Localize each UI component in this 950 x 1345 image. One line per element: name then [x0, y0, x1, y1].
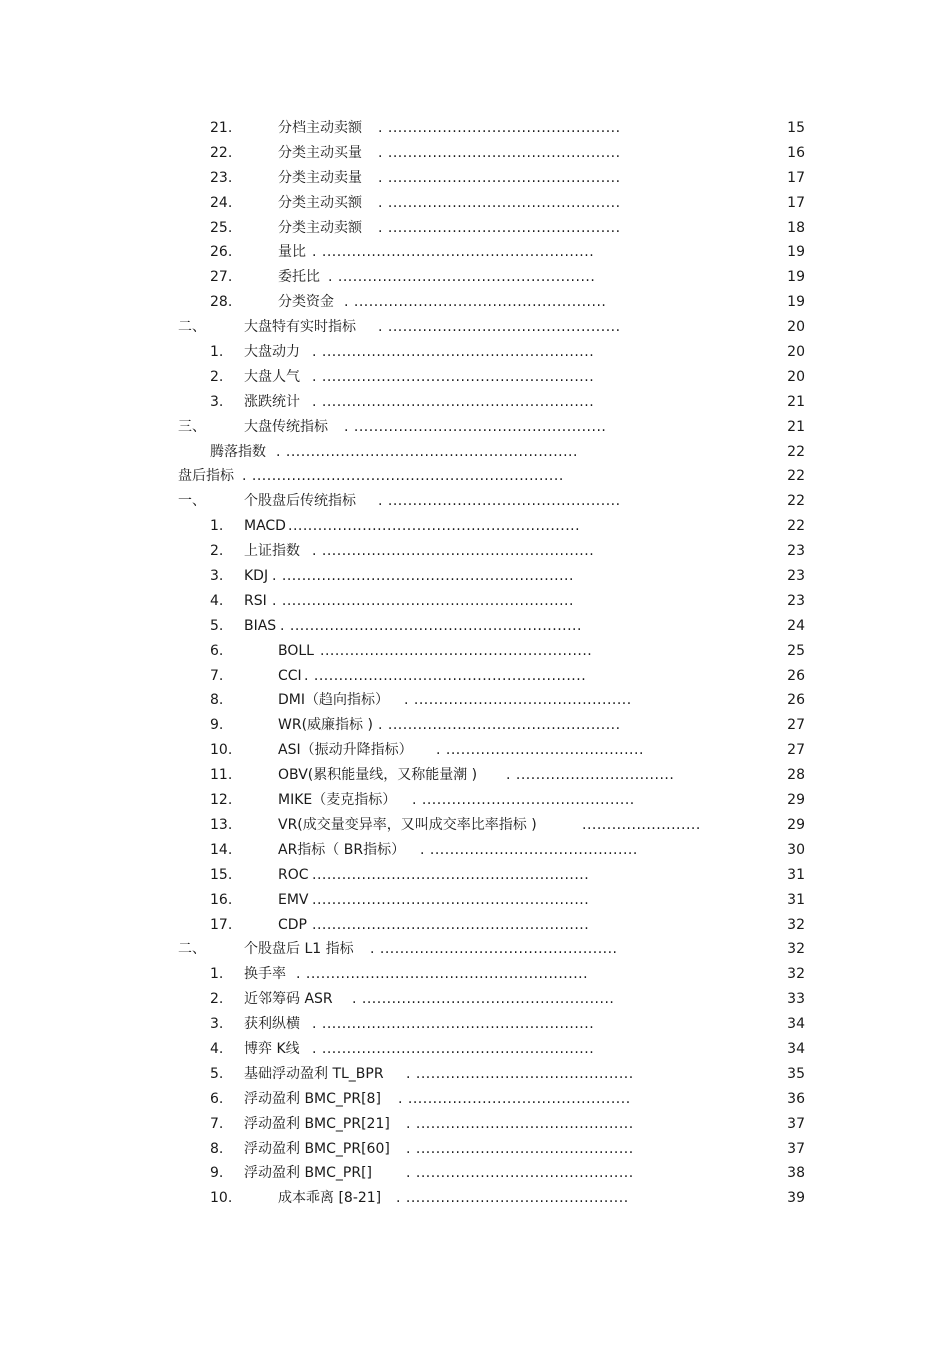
table-of-contents — [0, 116, 950, 1211]
toc-entry-page-number: 31 — [787, 866, 805, 883]
toc-entry-leader-dots: ........................ — [582, 816, 701, 833]
toc-entry-title: 个股盘后 L1 指标 — [244, 941, 354, 958]
toc-entry-leader-dots: . ........................................................... — [276, 443, 578, 460]
toc-entry[interactable] — [0, 116, 950, 141]
toc-entry-number: 17. — [210, 916, 233, 933]
toc-entry[interactable] — [0, 191, 950, 216]
toc-entry-page-number: 19 — [787, 294, 805, 311]
toc-entry-page-number: 26 — [787, 667, 805, 684]
toc-entry-number: 14. — [210, 841, 233, 858]
toc-entry-number: 1. — [210, 966, 224, 983]
toc-entry-title: DMI（趋向指标） — [278, 692, 389, 709]
toc-entry[interactable] — [0, 290, 950, 315]
toc-entry-page-number: 19 — [787, 269, 805, 286]
toc-entry-page-number: 27 — [787, 742, 805, 759]
toc-entry-title: 基础浮动盈利 TL_BPR — [244, 1065, 384, 1082]
toc-entry-title: EMV — [278, 891, 309, 908]
toc-entry-number: 3. — [210, 393, 224, 410]
toc-entry[interactable] — [0, 390, 950, 415]
toc-entry-number: 11. — [210, 767, 233, 784]
toc-entry[interactable] — [0, 962, 950, 987]
toc-entry-title: 换手率 — [244, 966, 286, 983]
toc-entry-title: BOLL — [278, 642, 314, 659]
toc-entry-leader-dots: . ........................................................... — [272, 568, 574, 585]
toc-entry-number: 10. — [210, 742, 233, 759]
toc-entry-title: MACD — [244, 518, 286, 535]
toc-entry-leader-dots: ........................................................ — [312, 916, 590, 933]
toc-entry[interactable] — [0, 514, 950, 539]
toc-entry-page-number: 22 — [787, 443, 805, 460]
toc-entry-title: RSI — [244, 592, 267, 609]
toc-entry[interactable] — [0, 1012, 950, 1037]
toc-entry-number: 16. — [210, 891, 233, 908]
toc-entry-number: 10. — [210, 1190, 233, 1207]
toc-entry[interactable] — [0, 664, 950, 689]
toc-entry[interactable] — [0, 1161, 950, 1186]
toc-entry[interactable] — [0, 340, 950, 365]
toc-entry-number: 9. — [210, 1165, 224, 1182]
toc-entry-page-number: 21 — [787, 418, 805, 435]
toc-entry-number: 5. — [210, 1065, 224, 1082]
toc-entry-title: 上证指数 — [244, 543, 300, 560]
toc-entry-leader-dots: ....................................................... — [320, 642, 593, 659]
toc-entry-page-number: 24 — [787, 617, 805, 634]
toc-entry-title: AR指标（ BR指标） — [278, 841, 406, 858]
toc-entry-title: 大盘传统指标 — [244, 418, 328, 435]
toc-entry-title: 个股盘后传统指标 — [244, 493, 356, 510]
toc-entry-title: 浮动盈利 BMC_PR[60] — [244, 1140, 390, 1157]
toc-entry-title: CDP — [278, 916, 307, 933]
toc-entry-leader-dots: . ....................................................... — [312, 244, 595, 261]
toc-entry-page-number: 16 — [787, 144, 805, 161]
toc-entry-title: 盘后指标 — [178, 468, 234, 485]
toc-entry-page-number: 35 — [787, 1065, 805, 1082]
toc-entry-number: 13. — [210, 816, 233, 833]
toc-entry-title: 大盘特有实时指标 — [244, 319, 356, 336]
toc-entry-title: 分类主动买量 — [278, 144, 362, 161]
toc-entry-leader-dots: . ............................................... — [378, 144, 621, 161]
toc-entry-page-number: 23 — [787, 568, 805, 585]
toc-entry-page-number: 20 — [787, 344, 805, 361]
toc-entry-leader-dots: . ............................................ — [406, 1140, 634, 1157]
toc-entry-leader-dots: . ....................................................... — [312, 543, 595, 560]
toc-entry-number: 7. — [210, 667, 224, 684]
toc-entry[interactable] — [0, 1062, 950, 1087]
toc-entry-title: 分类资金 — [278, 294, 334, 311]
toc-entry-leader-dots: . ............................................... — [378, 169, 621, 186]
toc-entry-title: 获利纵横 — [244, 1016, 300, 1033]
toc-entry-leader-dots: . ............................................. — [396, 1190, 629, 1207]
toc-entry[interactable] — [0, 1037, 950, 1062]
toc-entry[interactable] — [0, 639, 950, 664]
toc-entry-page-number: 19 — [787, 244, 805, 261]
toc-entry[interactable] — [0, 216, 950, 241]
toc-entry[interactable] — [0, 738, 950, 763]
toc-entry-page-number: 32 — [787, 966, 805, 983]
toc-entry-number: 23. — [210, 169, 233, 186]
toc-entry-number: 8. — [210, 692, 224, 709]
toc-entry-page-number: 22 — [787, 468, 805, 485]
toc-entry-title: 大盘动力 — [244, 344, 300, 361]
toc-entry-leader-dots: . ............................................ — [404, 692, 632, 709]
toc-entry[interactable] — [0, 813, 950, 838]
toc-entry[interactable] — [0, 240, 950, 265]
toc-entry-page-number: 22 — [787, 493, 805, 510]
toc-entry-number: 二、 — [178, 941, 206, 958]
toc-entry-title: OBV(累积能量线，又称能量潮 ) — [278, 767, 478, 784]
toc-entry-title: 成本乖离 [8-21] — [278, 1190, 382, 1207]
toc-entry-title: 分类主动买额 — [278, 194, 362, 211]
toc-entry[interactable] — [0, 937, 950, 962]
toc-entry-page-number: 34 — [787, 1016, 805, 1033]
toc-entry-leader-dots: ........................................................ — [312, 866, 590, 883]
toc-entry-title: 近邻筹码 ASR — [244, 991, 333, 1008]
toc-entry-number: 8. — [210, 1140, 224, 1157]
toc-entry-title: 浮动盈利 BMC_PR[8] — [244, 1090, 381, 1107]
toc-entry-number: 1. — [210, 518, 224, 535]
toc-entry-leader-dots: . ....................................................... — [304, 667, 587, 684]
toc-entry-title: 涨跌统计 — [244, 393, 300, 410]
toc-entry[interactable] — [0, 265, 950, 290]
toc-entry-page-number: 32 — [787, 916, 805, 933]
toc-entry-leader-dots: . ................................................... — [344, 294, 607, 311]
toc-entry-number: 15. — [210, 866, 233, 883]
toc-entry-title: 分档主动卖额 — [278, 120, 362, 136]
toc-entry-page-number: 20 — [787, 368, 805, 385]
toc-entry-page-number: 31 — [787, 891, 805, 908]
toc-entry-leader-dots: . .......................................... — [420, 841, 638, 858]
toc-entry-number: 2. — [210, 991, 224, 1008]
toc-entry-leader-dots: . ................................ — [506, 767, 675, 784]
toc-entry-leader-dots: . ....................................................... — [312, 1040, 595, 1057]
toc-entry-leader-dots: . ............................................... — [378, 219, 621, 236]
toc-entry[interactable] — [0, 365, 950, 390]
toc-entry[interactable] — [0, 987, 950, 1012]
toc-entry-page-number: 23 — [787, 543, 805, 560]
toc-entry-leader-dots: . ....................................................... — [312, 344, 595, 361]
toc-entry-number: 4. — [210, 1040, 224, 1057]
toc-entry-number: 21. — [210, 120, 233, 136]
toc-entry-number: 27. — [210, 269, 233, 286]
toc-entry[interactable] — [0, 589, 950, 614]
toc-entry-title: WR(威廉指标 ) — [278, 717, 373, 734]
toc-entry-leader-dots: . ............................................ — [406, 1115, 634, 1132]
toc-entry-page-number: 23 — [787, 592, 805, 609]
toc-entry-page-number: 22 — [787, 518, 805, 535]
toc-entry[interactable] — [0, 464, 950, 489]
toc-entry[interactable] — [0, 838, 950, 863]
toc-entry-page-number: 21 — [787, 393, 805, 410]
toc-entry-title: 腾落指数 — [210, 443, 266, 460]
toc-entry-leader-dots: . ............................................... — [378, 717, 621, 734]
toc-entry[interactable] — [0, 1137, 950, 1162]
toc-entry-number: 22. — [210, 144, 233, 161]
toc-entry[interactable] — [0, 913, 950, 938]
toc-entry[interactable] — [0, 1186, 950, 1211]
toc-entry-title: 大盘人气 — [244, 368, 300, 385]
toc-entry[interactable] — [0, 489, 950, 514]
toc-entry-leader-dots: . ........................................................... — [280, 617, 582, 634]
toc-entry-page-number: 30 — [787, 841, 805, 858]
toc-entry-leader-dots: . ............................................... — [378, 319, 621, 336]
toc-entry-title: 浮动盈利 BMC_PR[21] — [244, 1115, 390, 1132]
toc-entry-leader-dots: . ........................................... — [412, 792, 635, 809]
toc-entry-number: 28. — [210, 294, 233, 311]
toc-entry-page-number: 18 — [787, 219, 805, 236]
toc-entry-title: MIKE（麦克指标） — [278, 792, 397, 809]
toc-entry-page-number: 15 — [787, 120, 805, 136]
toc-entry-page-number: 37 — [787, 1140, 805, 1157]
toc-entry-leader-dots: . ....................................................... — [312, 368, 595, 385]
toc-entry[interactable] — [0, 788, 950, 813]
toc-entry-title: ASI（振动升降指标） — [278, 742, 413, 759]
toc-entry[interactable] — [0, 564, 950, 589]
toc-entry-number: 1. — [210, 344, 224, 361]
toc-entry[interactable] — [0, 440, 950, 465]
toc-entry-number: 2. — [210, 368, 224, 385]
toc-entry-leader-dots: . .................................................... — [328, 269, 596, 286]
toc-entry-page-number: 33 — [787, 991, 805, 1008]
toc-entry-title: 委托比 — [278, 269, 320, 286]
toc-entry-number: 24. — [210, 194, 233, 211]
toc-entry[interactable] — [0, 763, 950, 788]
toc-entry[interactable] — [0, 713, 950, 738]
toc-entry-leader-dots: . ................................................... — [352, 991, 615, 1008]
toc-entry-title: 博弈 K线 — [244, 1040, 300, 1057]
toc-entry-number: 5. — [210, 617, 224, 634]
toc-entry-title: 浮动盈利 BMC_PR[] — [244, 1165, 373, 1182]
toc-entry-leader-dots: . ........................................ — [436, 742, 644, 759]
toc-entry-number: 3. — [210, 1016, 224, 1033]
toc-entry-number: 一、 — [178, 493, 206, 510]
toc-entry[interactable] — [0, 1087, 950, 1112]
toc-entry-page-number: 36 — [787, 1090, 805, 1107]
toc-entry-leader-dots: . ............................................... — [378, 120, 621, 136]
toc-entry[interactable] — [0, 688, 950, 713]
toc-entry-leader-dots: . ................................................... — [344, 418, 607, 435]
toc-entry-page-number: 39 — [787, 1190, 805, 1207]
toc-entry-leader-dots: . ............................................................... — [242, 468, 564, 485]
toc-entry-page-number: 17 — [787, 194, 805, 211]
toc-entry-page-number: 32 — [787, 941, 805, 958]
toc-entry-page-number: 34 — [787, 1040, 805, 1057]
toc-entry-leader-dots: ........................................................... — [288, 518, 581, 535]
toc-entry-leader-dots: . ............................................... — [378, 493, 621, 510]
toc-entry-number: 12. — [210, 792, 233, 809]
toc-entry-number: 6. — [210, 1090, 224, 1107]
toc-entry-page-number: 38 — [787, 1165, 805, 1182]
toc-entry-number: 二、 — [178, 319, 206, 336]
toc-entry-number: 4. — [210, 592, 224, 609]
toc-entry-page-number: 25 — [787, 642, 805, 659]
toc-entry-leader-dots: . ............................................ — [406, 1065, 634, 1082]
toc-entry-title: 量比 — [278, 244, 306, 261]
toc-entry-leader-dots: . ....................................................... — [312, 1016, 595, 1033]
toc-entry-title: KDJ — [244, 568, 269, 585]
toc-entry-number: 7. — [210, 1115, 224, 1132]
toc-entry[interactable] — [0, 888, 950, 913]
toc-entry-title: 分类主动卖量 — [278, 169, 362, 186]
toc-entry-number: 6. — [210, 642, 224, 659]
toc-entry-page-number: 26 — [787, 692, 805, 709]
toc-entry-leader-dots: . ........................................................... — [272, 592, 574, 609]
toc-entry[interactable] — [0, 166, 950, 191]
toc-entry-leader-dots: ........................................................ — [312, 891, 590, 908]
toc-entry-page-number: 17 — [787, 169, 805, 186]
toc-entry-title: CCI — [278, 667, 302, 684]
toc-entry-title: ROC — [278, 866, 309, 883]
toc-entry-page-number: 29 — [787, 816, 805, 833]
toc-entry[interactable] — [0, 141, 950, 166]
toc-entry-title: 分类主动卖额 — [278, 219, 362, 236]
toc-entry-page-number: 27 — [787, 717, 805, 734]
toc-entry[interactable] — [0, 415, 950, 440]
toc-entry[interactable] — [0, 1112, 950, 1137]
toc-entry-number: 9. — [210, 717, 224, 734]
toc-entry-leader-dots: . ............................................. — [398, 1090, 631, 1107]
toc-entry-title: BIAS — [244, 617, 277, 634]
toc-entry-number: 25. — [210, 219, 233, 236]
toc-entry-title: VR(成交量变异率，又叫成交率比率指标 ) — [278, 816, 537, 833]
toc-entry-number: 三、 — [178, 418, 206, 435]
toc-entry-leader-dots: . ......................................................... — [296, 966, 589, 983]
toc-entry-number: 26. — [210, 244, 233, 261]
toc-entry-leader-dots: . ................................................ — [370, 941, 618, 958]
toc-entry[interactable] — [0, 539, 950, 564]
toc-entry-leader-dots: . ....................................................... — [312, 393, 595, 410]
toc-entry-page-number: 20 — [787, 319, 805, 336]
toc-entry-leader-dots: . ............................................ — [406, 1165, 634, 1182]
toc-entry[interactable] — [0, 315, 950, 340]
toc-entry-number: 3. — [210, 568, 224, 585]
toc-entry[interactable] — [0, 614, 950, 639]
toc-entry[interactable] — [0, 863, 950, 888]
toc-entry-page-number: 37 — [787, 1115, 805, 1132]
toc-entry-leader-dots: . ............................................... — [378, 194, 621, 211]
toc-entry-page-number: 28 — [787, 767, 805, 784]
toc-entry-page-number: 29 — [787, 792, 805, 809]
toc-entry-number: 2. — [210, 543, 224, 560]
